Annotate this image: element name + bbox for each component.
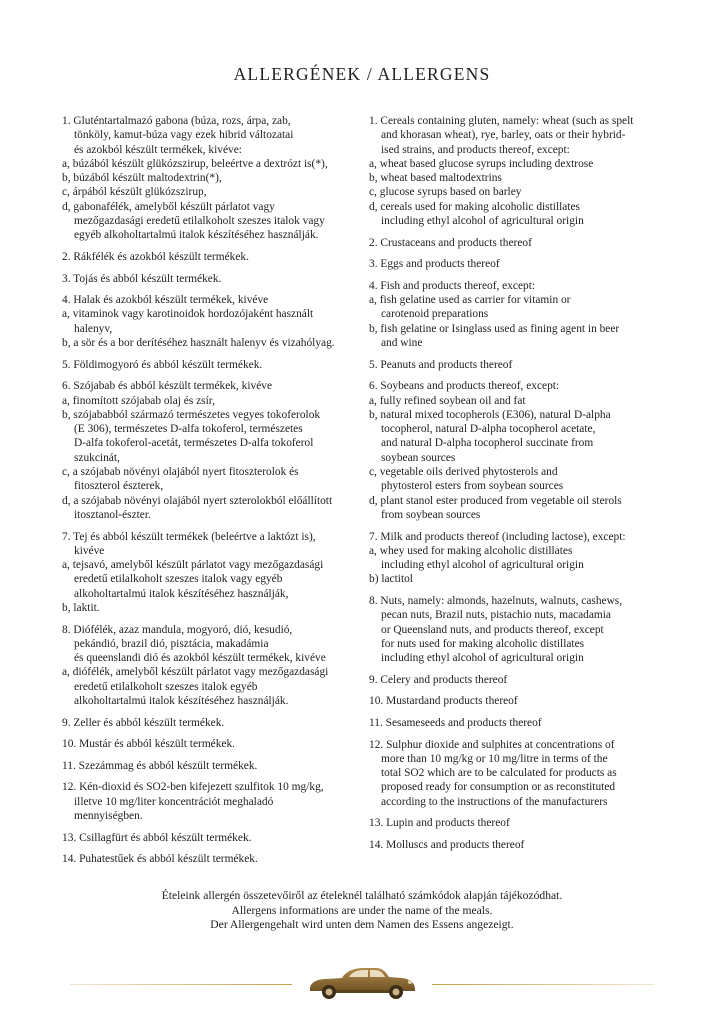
hungarian-allergen-item-line: 6. Szójabab és abból készült termékek, kivéve: [62, 380, 273, 393]
english-allergen-item-line: phytosterol esters from soybean sources: [381, 480, 564, 493]
english-allergen-item-line: 4. Fish and products thereof, except:: [369, 279, 536, 292]
hungarian-allergen-item-12: [62, 780, 367, 823]
english-allergen-item-line: or Queensland nuts, and products thereof, except: [381, 623, 604, 636]
english-allergen-item-line: d, plant stanol ester produced from vegetable oil sterols: [369, 494, 622, 507]
hungarian-allergen-item-line: halenyv,: [74, 322, 113, 335]
vintage-car-icon: [302, 962, 422, 1000]
hungarian-allergen-item-line: és queenslandi dió és azokból készült termékek, kivéve: [74, 652, 326, 665]
hungarian-allergen-item-7: [62, 530, 367, 616]
hungarian-allergen-item-14: [62, 852, 367, 866]
english-allergen-item-line: b, wheat based maltodextrins: [369, 172, 502, 185]
hungarian-allergen-item-line: mennyiségben.: [74, 810, 143, 823]
hungarian-allergen-item-line: eredetű etilalkoholt szeszes italok vagy egyéb: [74, 573, 283, 586]
hungarian-allergen-item-line: 8. Diófélék, azaz mandula, mogyoró, dió, kesudió,: [62, 623, 293, 636]
hungarian-allergen-item-6: [62, 379, 367, 522]
english-allergen-item-line: for nuts used for making alcoholic distillates: [381, 637, 585, 650]
english-allergen-item-12: [369, 738, 669, 809]
english-allergen-item-line: 14. Molluscs and products thereof: [369, 838, 525, 851]
hungarian-allergen-item-line: pekándió, brazil dió, pisztácia, makadámia: [74, 637, 269, 650]
english-allergen-item-line: b, natural mixed tocopherols (E306), natural D-alpha: [369, 408, 611, 421]
hungarian-allergen-item-line: alkoholtartalmú italok készítéséhez használják,: [74, 587, 289, 600]
english-allergen-item-line: 6. Soybeans and products thereof, except:: [369, 380, 560, 393]
english-allergen-item-line: proposed ready for consumption or as reconstituted: [381, 781, 616, 794]
english-allergen-item-2: [369, 236, 669, 250]
hungarian-allergen-item-line: a, diófélék, amelyből készült párlatot vagy mezőgazdasági: [62, 666, 329, 679]
hungarian-allergen-item-line: b, a sör és a bor derítéséhez használt halenyv és vizahólyag.: [62, 337, 335, 350]
hungarian-allergen-item-line: c, árpából készült glükózszirup,: [62, 186, 207, 199]
english-allergen-item-line: from soybean sources: [381, 508, 481, 521]
english-allergen-item-line: including ethyl alcohol of agricultural origin: [381, 652, 584, 665]
hungarian-allergen-item-line: kivéve: [74, 544, 105, 557]
hungarian-allergen-item-line: b, laktit.: [62, 601, 100, 614]
hungarian-allergen-item-line: illetve 10 mg/liter koncentrációt meghaladó: [74, 795, 274, 808]
hungarian-allergen-item-line: b, szójababból származó természetes vegyes tokoferolok: [62, 408, 321, 421]
hungarian-allergen-item-10: [62, 737, 367, 751]
english-allergen-item-line: pecan nuts, Brazil nuts, pistachio nuts, macadamia: [381, 609, 611, 622]
english-allergen-item-line: and khorasan wheat), rye, barley, oats or their hybrid-: [381, 129, 626, 142]
english-allergen-item-line: according to the instructions of the manufacturers: [381, 795, 608, 808]
page-title: ALLERGÉNEK / ALLERGENS: [233, 64, 491, 84]
english-allergen-item-line: 10. Mustardand products thereof: [369, 695, 518, 708]
hungarian-allergen-item-line: D-alfa tokoferol-acetát, természetes D-alfa tokoferol: [74, 437, 314, 450]
english-allergen-item-line: b) lactitol: [369, 573, 413, 586]
english-allergen-item-5: [369, 358, 669, 372]
english-allergen-item-line: 8. Nuts, namely: almonds, hazelnuts, walnuts, cashews,: [369, 594, 623, 607]
hungarian-allergen-item-9: [62, 716, 367, 730]
hungarian-allergen-item-2: [62, 250, 367, 264]
hungarian-allergen-item-line: tönköly, kamut-búza vagy ezek hibrid változatai: [74, 129, 294, 142]
hungarian-allergen-item-line: b, búzából készült maltodextrin(*),: [62, 172, 222, 185]
english-allergen-item-line: including ethyl alcohol of agricultural origin: [381, 215, 584, 228]
hungarian-allergen-item-line: 13. Csillagfürt és abból készült termékek.: [62, 831, 252, 844]
hungarian-allergen-item-line: mezőgazdasági eredetű etilalkoholt szeszes italok vagy: [74, 215, 325, 228]
hungarian-allergen-list: [62, 114, 367, 874]
footer-line-german: Der Allergengehalt wird unten dem Namen des Essens angezeigt.: [210, 918, 514, 932]
hungarian-allergen-item-line: 7. Tej és abból készült termékek (beleértve a laktózt is),: [62, 530, 316, 543]
english-allergen-item-line: 5. Peanuts and products thereof: [369, 358, 513, 371]
english-allergen-item-line: c, vegetable oils derived phytosterols and: [369, 466, 558, 479]
hungarian-allergen-item-line: a, vitaminok vagy karotinoidok hordozójaként használt: [62, 308, 314, 321]
hungarian-allergen-item-line: 11. Szezámmag és abból készült termékek.: [62, 759, 258, 772]
english-allergen-item-line: 11. Sesameseeds and products thereof: [369, 716, 542, 729]
hungarian-allergen-item-line: a, finomított szójabab olaj és zsír,: [62, 394, 215, 407]
hungarian-allergen-item-line: 4. Halak és azokból készült termékek, kivéve: [62, 294, 269, 307]
english-allergen-item-6: [369, 379, 669, 522]
hungarian-allergen-item-line: 10. Mustár és abból készült termékek.: [62, 738, 236, 751]
english-allergen-item-line: and natural D-alpha tocopherol succinate from: [381, 437, 594, 450]
hungarian-allergen-item-line: 1. Gluténtartalmazó gabona (búza, rozs, árpa, zab,: [62, 115, 291, 127]
english-allergen-item-4: [369, 279, 669, 350]
hungarian-allergen-item-line: 9. Zeller és abból készült termékek.: [62, 716, 225, 729]
hungarian-allergen-item-line: d, gabonafélék, amelyből készült párlatot vagy: [62, 200, 275, 213]
english-allergen-item-line: total SO2 which are to be calculated for products as: [381, 767, 617, 780]
english-allergen-item-line: 2. Crustaceans and products thereof: [369, 236, 532, 249]
hungarian-allergen-item-8: [62, 623, 367, 709]
footer-note: [0, 889, 724, 933]
hungarian-allergen-item-line: a, tejsavó, amelyből készült párlatot vagy mezőgazdasági: [62, 559, 324, 572]
english-allergen-item-line: 1. Cereals containing gluten, namely: wheat (such as spelt: [369, 115, 634, 127]
hungarian-allergen-item-3: [62, 272, 367, 286]
english-allergen-item-line: more than 10 mg/kg or 10 mg/litre in terms of the: [381, 752, 608, 765]
hungarian-allergen-item-line: eredetű etilalkoholt szeszes italok egyéb: [74, 680, 258, 693]
english-allergen-item-8: [369, 594, 669, 665]
hungarian-allergen-item-line: egyéb alkoholtartalmú italok készítéséhez használják.: [74, 229, 319, 242]
hungarian-allergen-item-line: 2. Rákfélék és azokból készült termékek.: [62, 250, 249, 263]
english-allergen-item-line: ised strains, and products thereof, except:: [381, 143, 570, 156]
right-gold-divider: [432, 984, 654, 985]
english-allergen-item-1: [369, 114, 669, 228]
english-allergen-item-10: [369, 694, 669, 708]
english-allergen-item-line: 9. Celery and products thereof: [369, 673, 508, 686]
english-allergen-item-line: a, wheat based glucose syrups including dextrose: [369, 157, 594, 170]
english-allergen-item-line: and wine: [381, 337, 423, 350]
hungarian-allergen-item-line: alkoholtartalmú italok készítéséhez használják.: [74, 695, 289, 708]
hungarian-allergen-item-line: d, a szójabab növényi olajából nyert szterolokból előállított: [62, 494, 333, 507]
hungarian-allergen-item-13: [62, 831, 367, 845]
english-allergen-item-11: [369, 716, 669, 730]
hungarian-allergen-item-11: [62, 759, 367, 773]
footer-line-english: Allergens informations are under the name of the meals.: [231, 903, 493, 917]
english-allergen-item-line: b, fish gelatine or Isinglass used as fining agent in beer: [369, 322, 620, 335]
english-allergen-item-line: 13. Lupin and products thereof: [369, 817, 510, 830]
hungarian-allergen-item-line: szukcinát,: [74, 451, 120, 464]
hungarian-allergen-item-5: [62, 358, 367, 372]
hungarian-allergen-item-line: fitoszterol észterek,: [74, 480, 164, 493]
left-gold-divider: [70, 984, 292, 985]
english-allergen-item-line: a, fish gelatine used as carrier for vitamin or: [369, 294, 571, 307]
hungarian-allergen-item-1: [62, 114, 367, 243]
footer-line-hungarian: Ételeink allergén összetevőiről az ételeknél található számkódok alapján tájékozódhat.: [161, 889, 563, 902]
english-allergen-item-line: carotenoid preparations: [381, 308, 489, 321]
hungarian-allergen-item-line: 14. Puhatestűek és abból készült termékek.: [62, 853, 258, 866]
english-allergen-item-7: [369, 530, 669, 587]
english-allergen-item-line: including ethyl alcohol of agricultural origin: [381, 559, 584, 572]
hungarian-allergen-item-line: c, a szójabab növényi olajából nyert fitoszterolok és: [62, 466, 299, 479]
english-allergen-item-line: a, whey used for making alcoholic distillates: [369, 544, 573, 557]
hungarian-allergen-item-line: (E 306), természetes D-alfa tokoferol, természetes: [74, 423, 303, 436]
hungarian-allergen-item-line: 3. Tojás és abból készült termékek.: [62, 272, 222, 285]
english-allergen-item-line: c, glucose syrups based on barley: [369, 186, 522, 199]
english-allergen-item-line: a, fully refined soybean oil and fat: [369, 394, 526, 407]
hungarian-allergen-item-4: [62, 293, 367, 350]
english-allergen-item-13: [369, 816, 669, 830]
hungarian-allergen-item-line: itosztanol-észter.: [74, 508, 151, 521]
english-allergen-item-line: tocopherol, natural D-alpha tocopherol acetate,: [381, 423, 596, 436]
english-allergen-item-9: [369, 673, 669, 687]
hungarian-allergen-item-line: és azokból készült termékek, kivéve:: [74, 143, 242, 156]
english-allergen-item-14: [369, 838, 669, 852]
english-allergen-item-line: soybean sources: [381, 451, 456, 464]
english-allergen-item-line: d, cereals used for making alcoholic distillates: [369, 200, 580, 213]
hungarian-allergen-item-line: a, búzából készült glükózszirup, beleértve a dextrózt is(*),: [62, 157, 328, 170]
hungarian-allergen-item-line: 5. Földimogyoró és abból készült termékek.: [62, 358, 263, 371]
english-allergen-item-line: 3. Eggs and products thereof: [369, 258, 500, 271]
english-allergen-item-3: [369, 257, 669, 271]
english-allergen-item-line: 12. Sulphur dioxide and sulphites at concentrations of: [369, 738, 615, 751]
english-allergen-item-line: 7. Milk and products thereof (including lactose), except:: [369, 530, 626, 543]
english-allergen-list: [369, 114, 669, 860]
hungarian-allergen-item-line: 12. Kén-dioxid és SO2-ben kifejezett szulfitok 10 mg/kg,: [62, 781, 324, 794]
